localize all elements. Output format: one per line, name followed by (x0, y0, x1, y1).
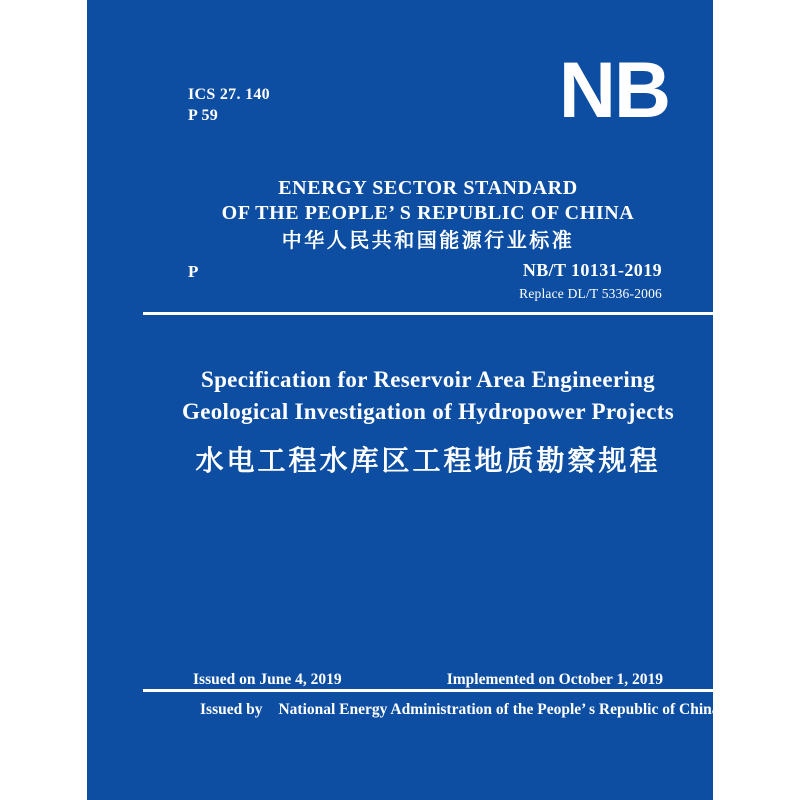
issued-by-label: Issued by (200, 701, 263, 718)
standard-number-block (519, 260, 662, 302)
classification-codes (188, 84, 270, 126)
title-en-line2: Geological Investigation of Hydropower Projects (182, 399, 674, 424)
standard-heading-en-line2: OF THE PEOPLE’ S REPUBLIC OF CHINA (221, 202, 635, 224)
standard-number: NB/T 10131-2019 (522, 260, 662, 280)
p-code: P 59 (188, 107, 219, 124)
issued-by-row (200, 701, 720, 719)
standard-heading-cn: 中华人民共和国能源行业标准 (281, 230, 575, 252)
replaces-note: Replace DL/T 5336-2006 (519, 286, 662, 301)
ics-code: ICS 27. 140 (188, 86, 270, 103)
title-cn: 水电工程水库区工程地质勘察规程 (195, 446, 661, 477)
standard-heading-en-line1: ENERGY SECTOR STANDARD (278, 177, 578, 199)
bottom-divider-rule (143, 689, 713, 692)
standard-cover-page (87, 0, 720, 800)
nb-logo-icon: NB (558, 45, 669, 134)
issued-date: Issued on June 4, 2019 (193, 671, 342, 688)
standard-heading (143, 176, 713, 254)
title-en-line1: Specification for Reservoir Area Engineering (201, 367, 655, 392)
document-title (143, 364, 713, 479)
top-divider-rule (143, 312, 713, 315)
p-mark: P (188, 262, 199, 281)
implemented-date: Implemented on October 1, 2019 (446, 671, 663, 688)
issued-by-value: National Energy Administration of the People’ s Republic of China (278, 701, 720, 718)
